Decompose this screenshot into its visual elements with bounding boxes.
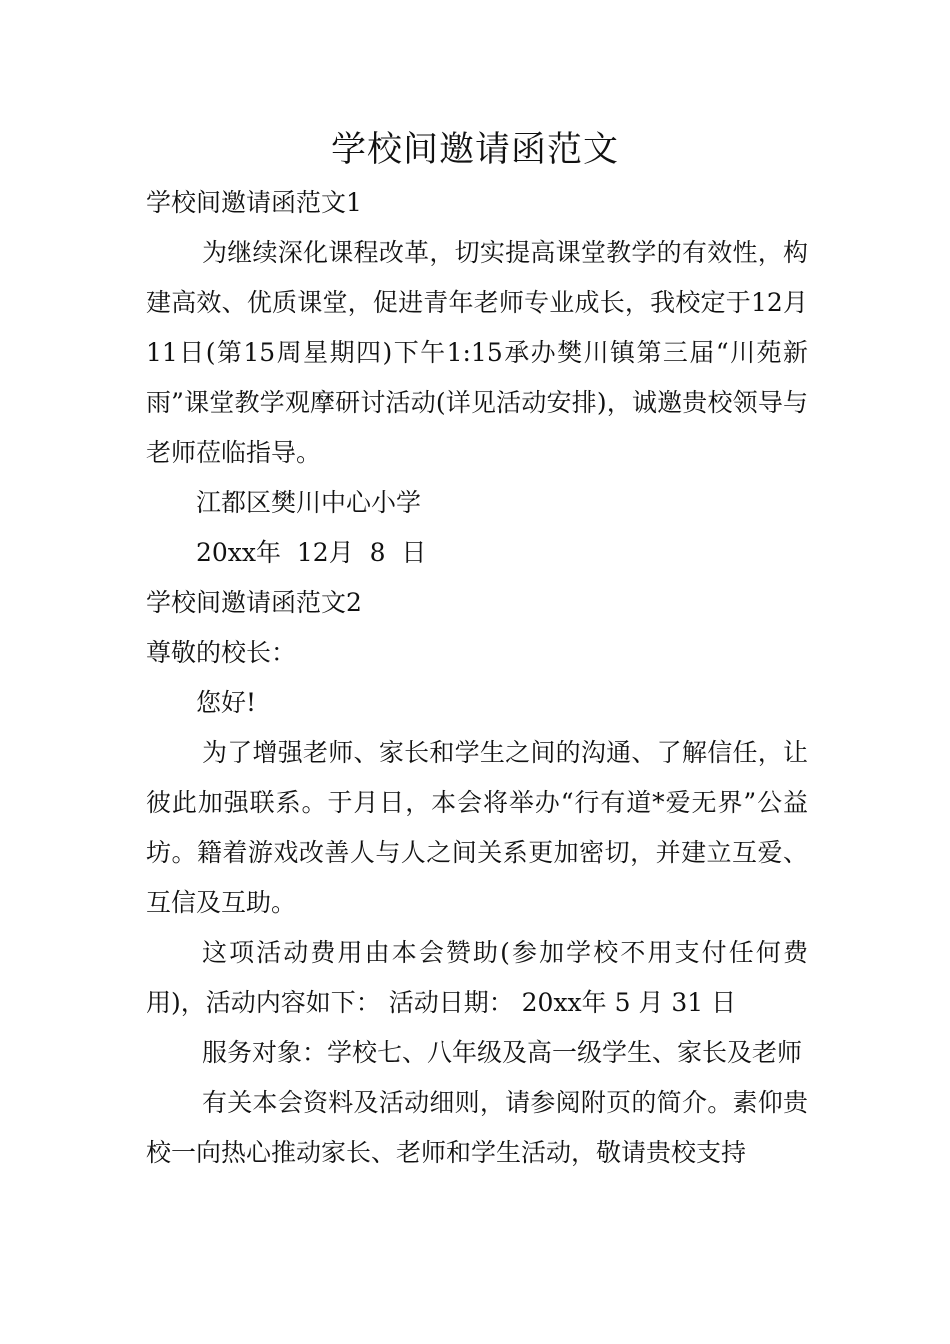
section-2-paragraph-1: 为了增强老师、家长和学生之间的沟通、了解信任，让彼此加强联系。于月日，本会将举办“行有道*爱无界”公益坊。籍着游戏改善人与人之间关系更加密切，并建立互爱、互信及互助。 bbox=[146, 738, 808, 917]
section-1-heading: 学校间邀请函范文1 bbox=[146, 188, 362, 217]
section-2-greeting: 您好! bbox=[196, 688, 257, 717]
document-body bbox=[146, 178, 808, 1178]
section-2-paragraph-3: 服务对象：学校七、八年级及高一级学生、家长及老师 bbox=[202, 1038, 803, 1067]
section-2-heading: 学校间邀请函范文2 bbox=[146, 588, 362, 617]
section-1-paragraph: 为继续深化课程改革，切实提高课堂教学的有效性，构建高效、优质课堂，促进青年老师专业成长，我校定于12月11日(第15周星期四)下午1:15承办樊川镇第三届“川苑新雨”课堂教学观摩研讨活动(详见活动安排)，诚邀贵校领导与老师莅临指导。 bbox=[146, 238, 808, 467]
section-1-signature: 江都区樊川中心小学 bbox=[196, 488, 422, 517]
section-2-paragraph-2: 这项活动费用由本会赞助(参加学校不用支付任何费用)，活动内容如下： 活动日期： 20xx年 5 月 31 日 bbox=[146, 938, 808, 1017]
document-title: 学校间邀请函范文 bbox=[330, 130, 619, 170]
section-1-date: 20xx年 12月 8 日 bbox=[196, 538, 427, 567]
section-2-paragraph-4: 有关本会资料及活动细则，请参阅附页的简介。素仰贵校一向热心推动家长、老师和学生活动，敬请贵校支持 bbox=[146, 1088, 808, 1167]
section-2-salutation: 尊敬的校长： bbox=[146, 638, 297, 667]
